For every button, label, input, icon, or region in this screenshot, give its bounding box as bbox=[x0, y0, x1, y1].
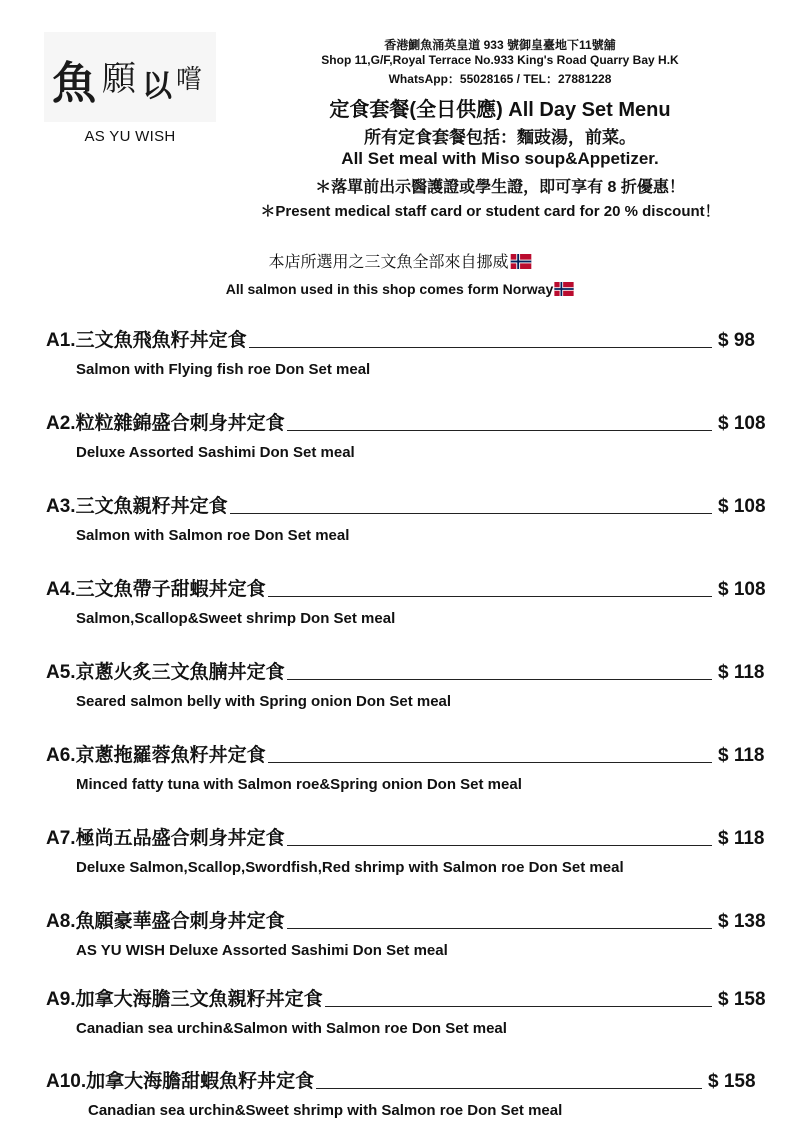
menu-item-name: A10.加拿大海膽甜蝦魚籽丼定食 bbox=[46, 1071, 315, 1092]
brand-logo bbox=[44, 32, 216, 122]
menu-item-line bbox=[46, 907, 766, 933]
menu-item-name: A8.魚願豪華盛合刺身丼定食 bbox=[46, 911, 285, 932]
menu-item-price: $ 118 bbox=[718, 745, 765, 766]
menu-item bbox=[46, 824, 766, 876]
menu-item-english: Deluxe Salmon,Scallop,Swordfish,Red shrimp with Salmon roe Don Set meal bbox=[76, 859, 624, 876]
menu-item-leader-line bbox=[287, 844, 712, 846]
menu-item-line bbox=[46, 575, 766, 601]
address-en: Shop 11,G/F,Royal Terrace No.933 King's Road Quarry Bay H.K bbox=[321, 53, 679, 67]
includes-zh: 所有定食套餐包括：麵豉湯，前菜。 bbox=[364, 128, 636, 147]
menu-item-name: A1.三文魚飛魚籽丼定食 bbox=[46, 330, 247, 351]
menu-item-name: A6.京蔥拖羅蓉魚籽丼定食 bbox=[46, 745, 266, 766]
menu-item-price: $ 138 bbox=[718, 911, 766, 932]
menu-item-english: Salmon with Flying fish roe Don Set meal bbox=[76, 361, 371, 378]
menu-item-leader-line bbox=[316, 1087, 702, 1089]
logo-glyph-2: 願 bbox=[102, 59, 136, 99]
salmon-origin-zh bbox=[100, 249, 700, 272]
menu-item-line bbox=[46, 658, 766, 684]
menu-item-line bbox=[46, 985, 766, 1011]
logo-glyph-4: 嚐 bbox=[176, 65, 203, 95]
menu-item-line bbox=[46, 741, 766, 767]
menu-title: 定食套餐(全日供應) All Day Set Menu bbox=[329, 99, 671, 121]
menu-item-leader-line bbox=[249, 346, 712, 348]
menu-item-leader-line bbox=[325, 1005, 712, 1007]
address-zh: 香港鰂魚涌英皇道 933 號御皇臺地下11號舖 bbox=[384, 38, 616, 52]
menu-item-price: $ 108 bbox=[718, 579, 766, 600]
menu-item-english: Canadian sea urchin&Salmon with Salmon roe Don Set meal bbox=[76, 1020, 507, 1037]
menu-item-price: $ 108 bbox=[718, 413, 766, 434]
menu-item bbox=[46, 409, 766, 461]
menu-item-line bbox=[46, 492, 766, 518]
salmon-origin-zh-text: 本店所選用之三文魚全部來自挪威 bbox=[268, 254, 509, 271]
salmon-origin-en bbox=[100, 281, 700, 297]
salmon-origin-en-text: All salmon used in this shop comes form Norway bbox=[225, 281, 554, 297]
menu-item bbox=[46, 1067, 756, 1119]
logo-glyph-1: 魚 bbox=[52, 58, 96, 109]
menu-item-english: Canadian sea urchin&Sweet shrimp with Salmon roe Don Set meal bbox=[88, 1102, 563, 1119]
menu-item-line bbox=[46, 824, 766, 850]
contact-info: WhatsApp：55028165 / TEL：27881228 bbox=[388, 72, 612, 86]
menu-item-leader-line bbox=[268, 595, 712, 597]
menu-item bbox=[46, 658, 766, 710]
brand-name: AS YU WISH bbox=[84, 128, 176, 145]
menu-item-name: A2.粒粒雜錦盛合刺身丼定食 bbox=[46, 413, 285, 434]
menu-item-name: A7.極尚五品盛合刺身丼定食 bbox=[46, 828, 285, 849]
norway-flag-icon bbox=[510, 254, 532, 269]
menu-item-price: $ 118 bbox=[718, 662, 765, 683]
menu-item bbox=[46, 492, 766, 544]
menu-item bbox=[46, 907, 766, 959]
menu-item-price: $ 158 bbox=[708, 1071, 756, 1092]
menu-item bbox=[46, 985, 766, 1037]
norway-flag-icon bbox=[554, 282, 574, 296]
menu-item bbox=[46, 326, 766, 378]
menu-item bbox=[46, 575, 766, 627]
menu-item-name: A9.加拿大海膽三文魚親籽丼定食 bbox=[46, 989, 323, 1010]
menu-item-leader-line bbox=[287, 429, 712, 431]
menu-item-name: A5.京蔥火炙三文魚腩丼定食 bbox=[46, 662, 285, 683]
menu-item-name: A3.三文魚親籽丼定食 bbox=[46, 496, 228, 517]
menu-item-price: $ 108 bbox=[718, 496, 766, 517]
menu-item-english: AS YU WISH Deluxe Assorted Sashimi Don Set meal bbox=[76, 942, 448, 959]
discount-zh: ＊落單前出示醫護證或學生證，即可享有 8 折優惠！ bbox=[315, 179, 685, 196]
menu-item-leader-line bbox=[287, 927, 712, 929]
includes-en: All Set meal with Miso soup&Appetizer. bbox=[341, 149, 659, 168]
menu-item-leader-line bbox=[287, 678, 712, 680]
menu-item-name: A4.三文魚帶子甜蝦丼定食 bbox=[46, 579, 266, 600]
menu-item-line bbox=[46, 1067, 756, 1093]
menu-item-leader-line bbox=[230, 512, 712, 514]
menu-item-line bbox=[46, 409, 766, 435]
menu-item-line bbox=[46, 326, 766, 352]
logo-glyph-3: 以 bbox=[142, 69, 172, 104]
menu-item-price: $ 98 bbox=[718, 330, 755, 351]
menu-item-english: Seared salmon belly with Spring onion Don Set meal bbox=[76, 693, 452, 710]
menu-item-price: $ 118 bbox=[718, 828, 765, 849]
menu-item-english: Salmon with Salmon roe Don Set meal bbox=[76, 527, 350, 544]
menu-item-english: Salmon,Scallop&Sweet shrimp Don Set meal bbox=[76, 610, 396, 627]
discount-en: ＊Present medical staff card or student card for 20 % discount！ bbox=[260, 203, 720, 220]
menu-item-price: $ 158 bbox=[718, 989, 766, 1010]
menu-item-leader-line bbox=[268, 761, 712, 763]
menu-item-english: Deluxe Assorted Sashimi Don Set meal bbox=[76, 444, 355, 461]
menu-item bbox=[46, 741, 766, 793]
menu-item-english: Minced fatty tuna with Salmon roe&Spring onion Don Set meal bbox=[76, 776, 522, 793]
